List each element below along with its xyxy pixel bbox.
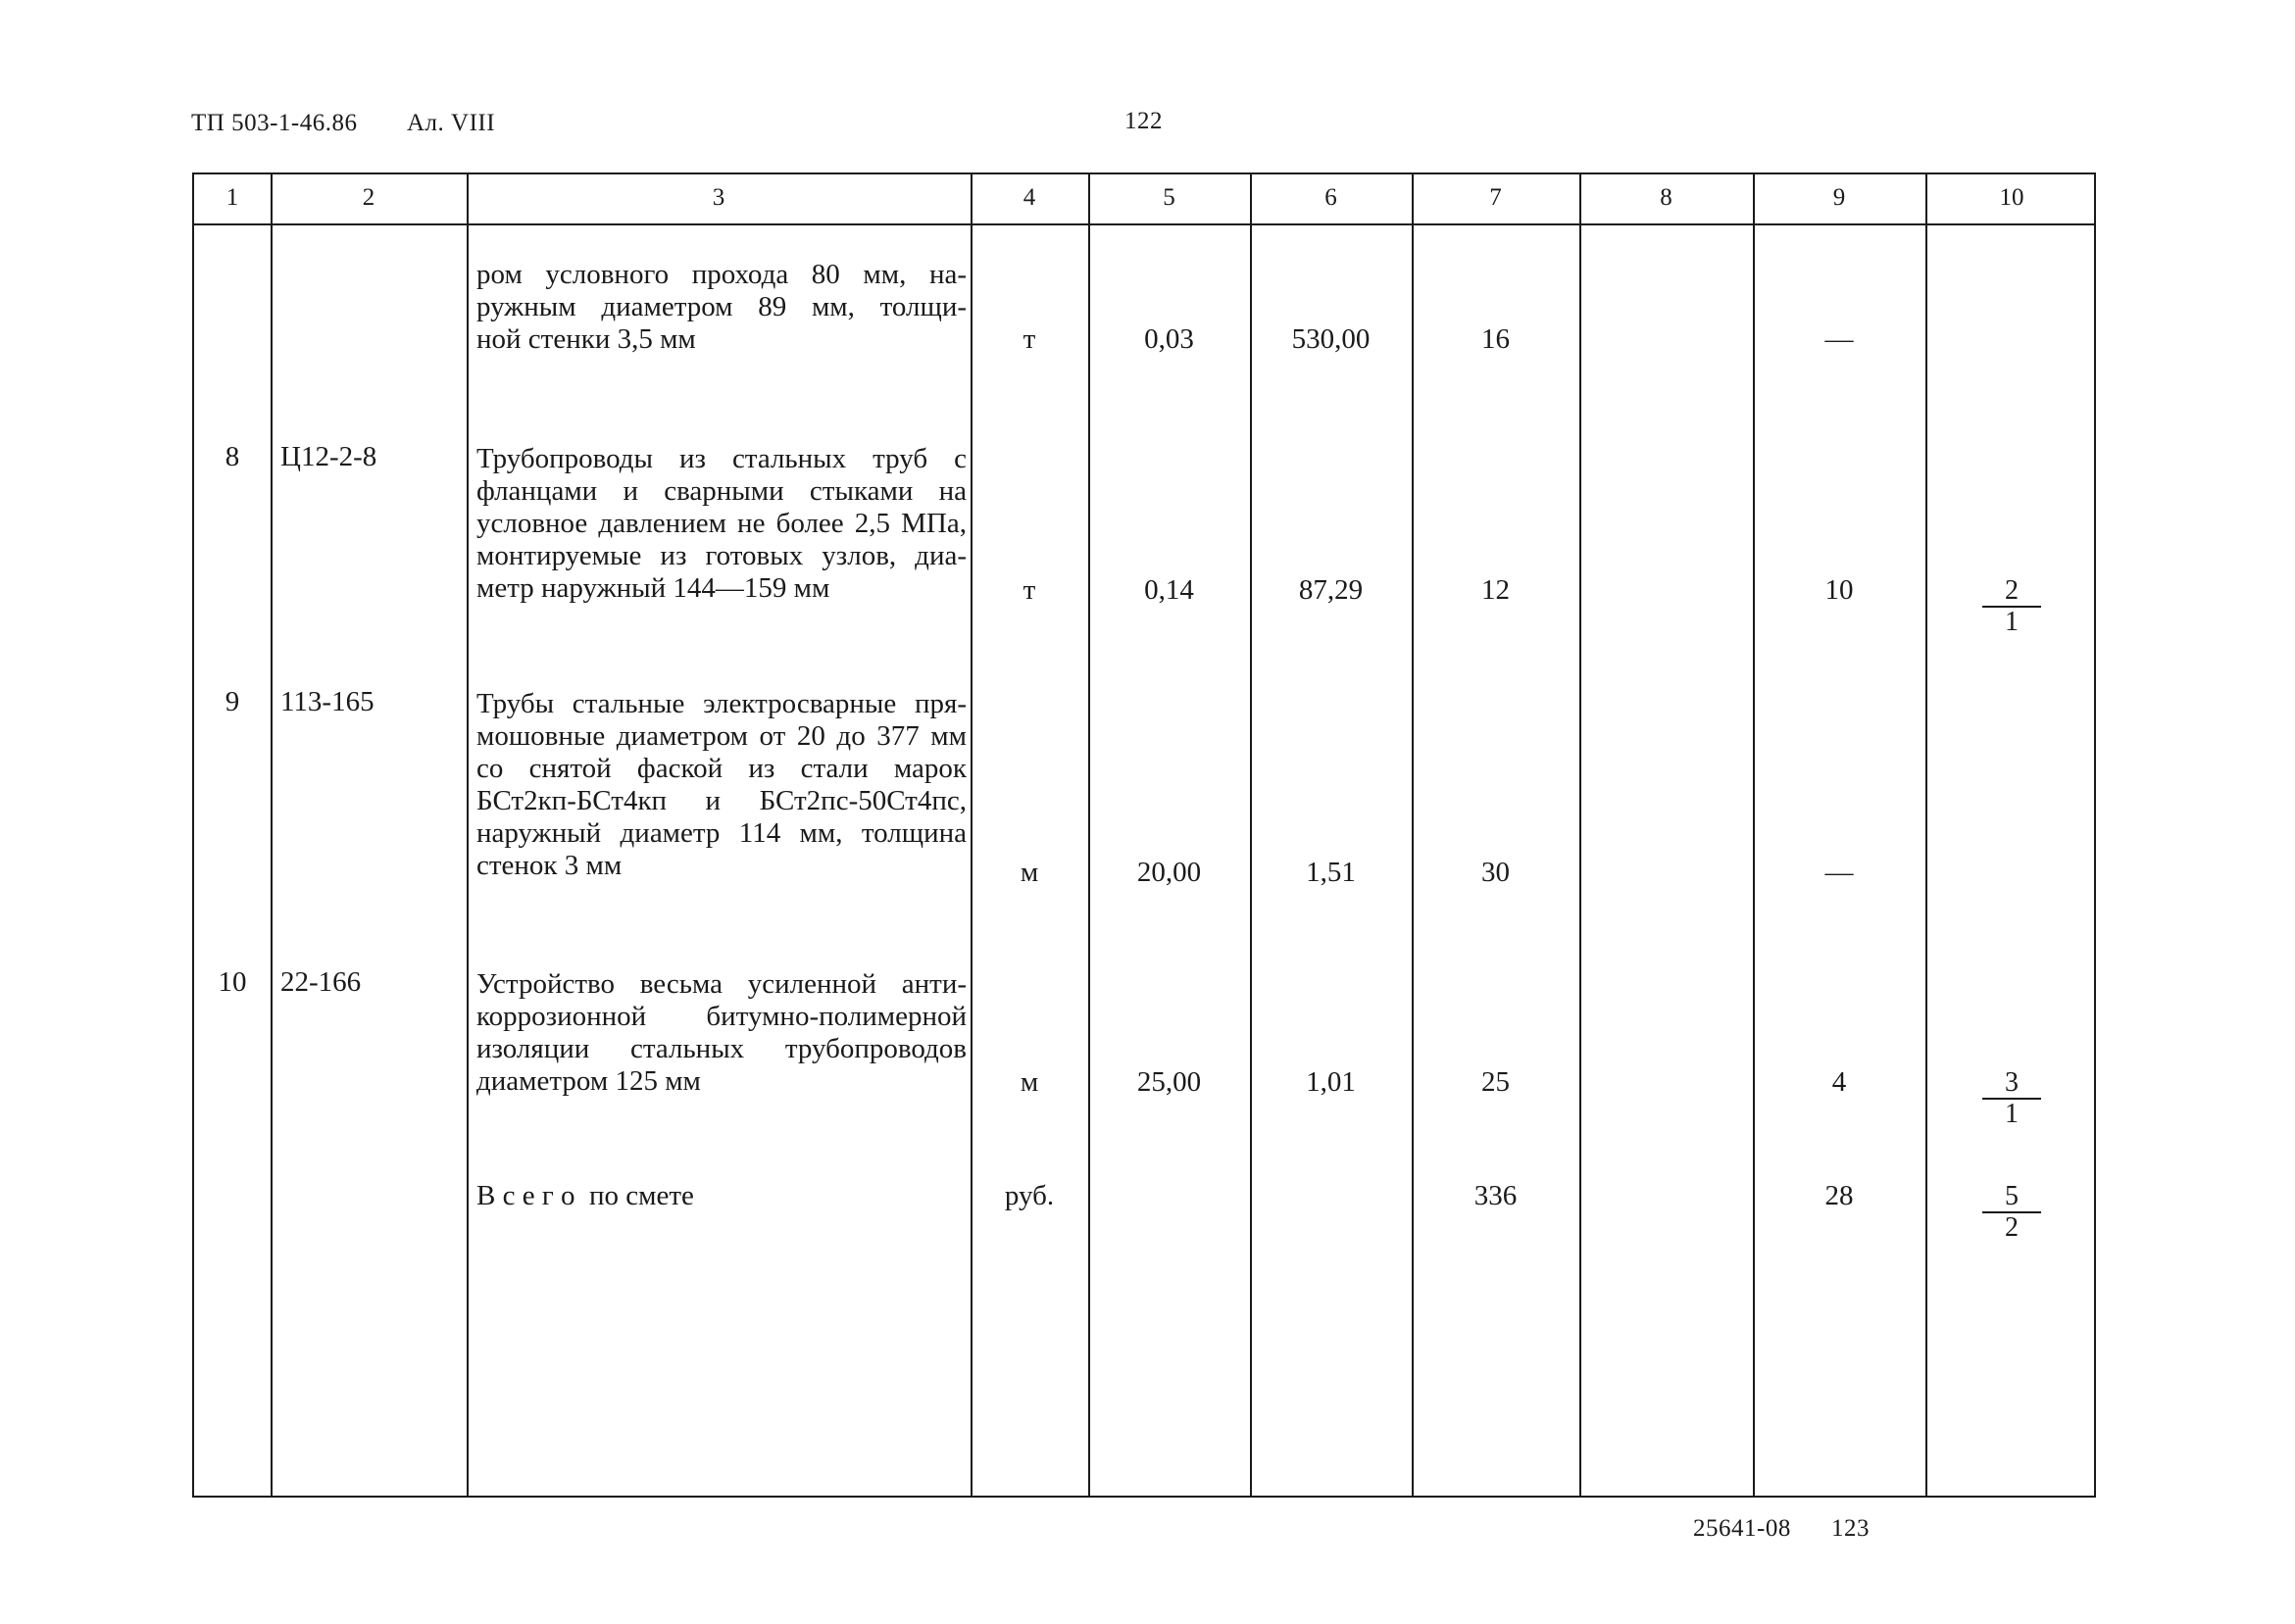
- column-number: 3: [712, 184, 725, 211]
- total-fraction: $\frac{5}{2}$: [1982, 1182, 2041, 1243]
- footer-code: 25641-08: [1693, 1515, 1791, 1542]
- table-cell-total: 16: [1481, 323, 1510, 355]
- table-cell-quantity: 0,03: [1144, 323, 1194, 355]
- total-col9: 28: [1824, 1180, 1854, 1211]
- table-row-description: Трубы стальные электросварные пря- мошовные диаметром от 20 до 377 мм со снятой фаской из стали марок БСт2кп-БСт4кп и БСт2пс-50Ст4пс, наружный диаметр 114 мм, толщина стенок 3 мм: [476, 688, 967, 881]
- table-cell-price: 1,51: [1306, 857, 1356, 888]
- column-divider: [467, 174, 469, 1496]
- table-cell-col9: —: [1824, 857, 1854, 888]
- table-cell-unit: м: [1020, 857, 1039, 888]
- column-number: 6: [1324, 184, 1337, 211]
- table-cell-quantity: 0,14: [1144, 574, 1194, 606]
- column-number: 4: [1023, 184, 1036, 211]
- table-row-code: 22-166: [280, 966, 362, 998]
- column-divider: [1412, 174, 1414, 1496]
- table-row-number: 8: [225, 441, 240, 472]
- table-cell-quantity: 20,00: [1136, 857, 1202, 888]
- table-cell-col9: —: [1824, 323, 1854, 355]
- estimate-table: [192, 172, 2096, 1498]
- table-cell-fraction: $\frac{3}{1}$: [1982, 1068, 2041, 1129]
- page-number: 122: [1124, 108, 1163, 134]
- table-cell-quantity: 25,00: [1136, 1066, 1202, 1098]
- table-cell-total: 25: [1481, 1066, 1510, 1098]
- column-divider: [971, 174, 973, 1496]
- column-number: 8: [1660, 184, 1672, 211]
- table-row-description: Устройство весьма усиленной анти- коррозионной битумно-полимерной изоляции стальных трубопроводов диаметром 125 мм: [476, 968, 967, 1097]
- total-label: В с е г о по смете: [476, 1180, 694, 1211]
- table-row-description: ром условного прохода 80 мм, на- ружным диаметром 89 мм, толщи- ной стенки 3,5 мм: [476, 259, 967, 355]
- table-cell-fraction: $\frac{2}{1}$: [1982, 576, 2041, 637]
- column-divider: [271, 174, 273, 1496]
- table-row-description: Трубопроводы из стальных труб с фланцами и сварными стыками на условное давлением не более 2,5 МПа, монтируемые из готовых узлов, диа- метр наружный 144—159 мм: [476, 443, 967, 604]
- table-cell-col9: 10: [1824, 574, 1854, 606]
- column-divider: [1579, 174, 1581, 1496]
- column-number: 10: [1999, 184, 2024, 211]
- column-number: 5: [1163, 184, 1175, 211]
- column-number: 2: [362, 184, 375, 211]
- column-number: 1: [225, 184, 239, 211]
- column-divider: [1925, 174, 1927, 1496]
- column-number: 7: [1489, 184, 1502, 211]
- table-row-code: 113-165: [280, 686, 374, 717]
- column-divider: [1088, 174, 1090, 1496]
- header-divider: [194, 223, 2094, 225]
- table-cell-unit: м: [1020, 1066, 1039, 1098]
- table-cell-price: 530,00: [1291, 323, 1371, 355]
- table-cell-total: 30: [1481, 857, 1510, 888]
- album-label: Ал. VIII: [407, 110, 496, 136]
- total-sum: 336: [1473, 1180, 1518, 1211]
- column-number: 9: [1832, 184, 1846, 211]
- table-cell-price: 1,01: [1306, 1066, 1356, 1098]
- table-cell-col9: 4: [1831, 1066, 1847, 1098]
- table-row-number: 9: [225, 686, 240, 717]
- table-cell-price: 87,29: [1298, 574, 1364, 606]
- table-row-code: Ц12-2-8: [280, 441, 377, 472]
- doc-code: ТП 503-1-46.86: [191, 110, 358, 136]
- footer-page-number: 123: [1831, 1515, 1870, 1542]
- table-cell-unit: т: [1023, 574, 1036, 606]
- table-cell-unit: т: [1023, 323, 1036, 355]
- column-divider: [1250, 174, 1252, 1496]
- total-unit: руб.: [1004, 1180, 1055, 1211]
- table-cell-total: 12: [1481, 574, 1510, 606]
- column-divider: [1753, 174, 1755, 1496]
- table-row-number: 10: [218, 966, 247, 998]
